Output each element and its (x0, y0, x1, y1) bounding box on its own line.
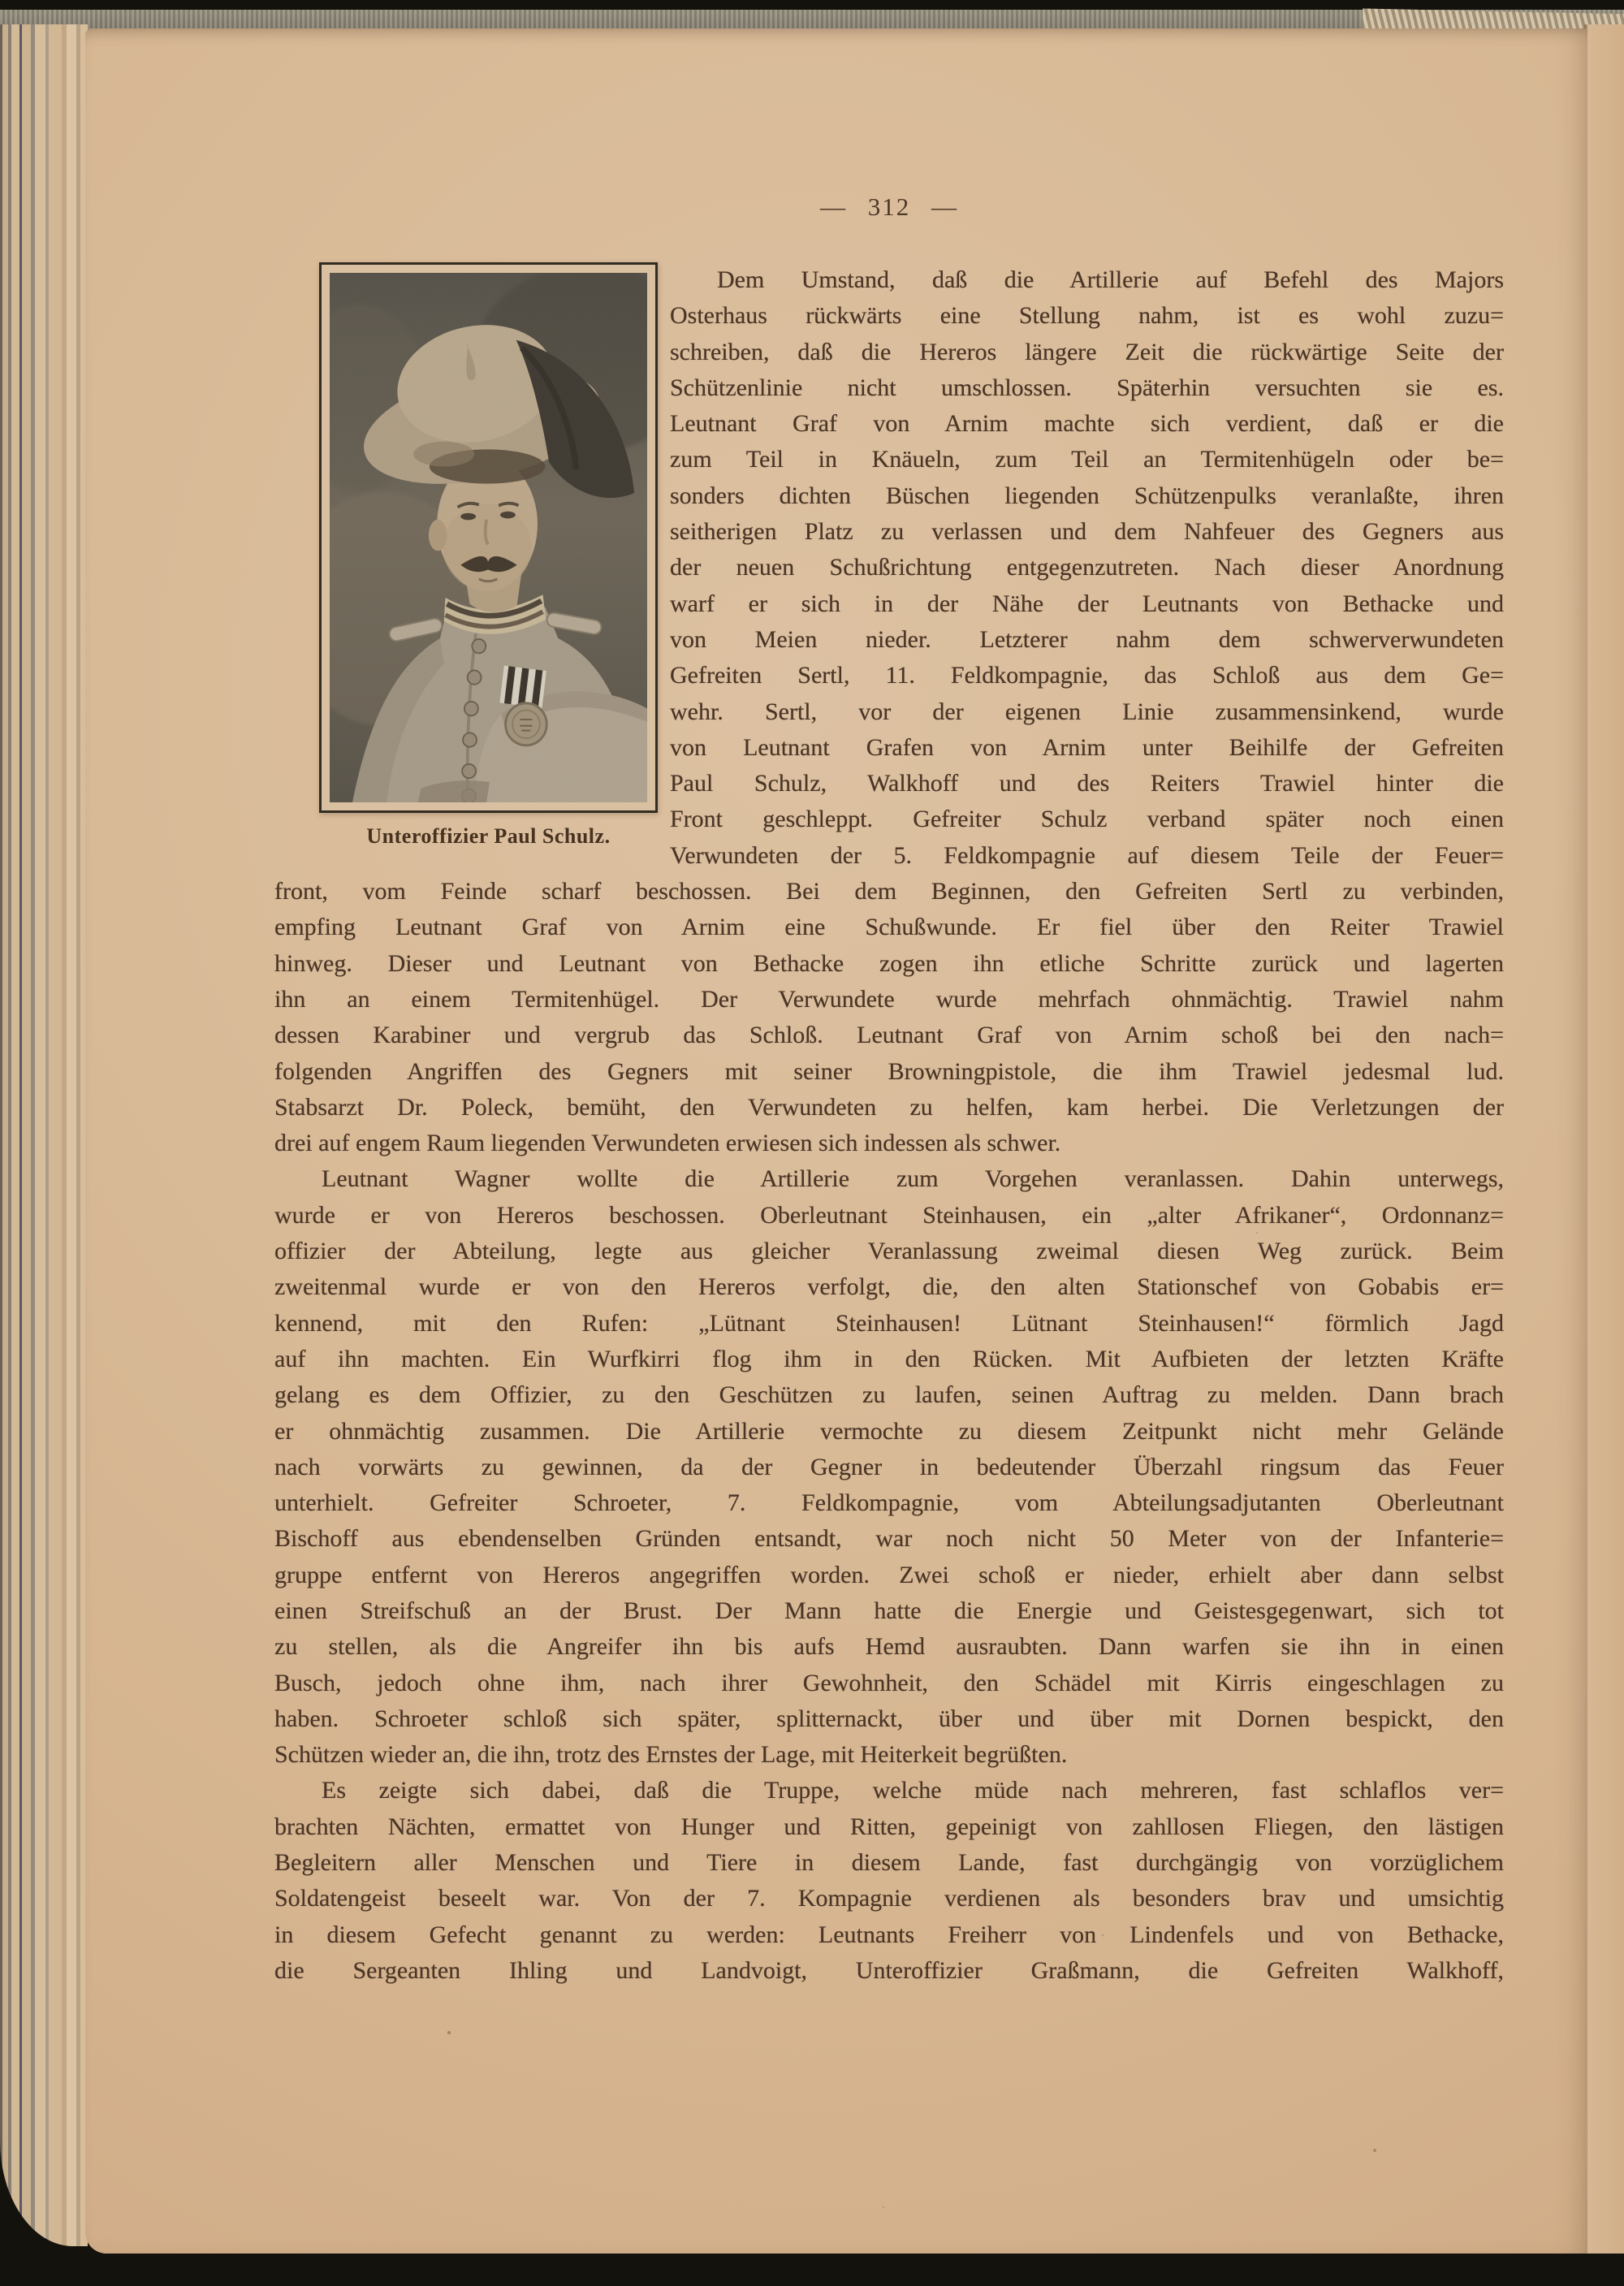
text-line: Leutnant Graf von Arnim machte sich verdient, daß er die (670, 410, 1504, 438)
text-line: Paul Schulz, Walkhoff und des Reiters Trawiel hinter die (670, 770, 1504, 797)
text-line: Soldatengeist beseelt war. Von der 7. Kompagnie verdienen als besonders brav und umsichtig (274, 1885, 1504, 1912)
text-line: zweitenmal wurde er von den Hereros verfolgt, die, den alten Stationschef von Gobabis er= (274, 1273, 1504, 1301)
text-line: Dem Umstand, daß die Artillerie auf Befehl des Majors (717, 266, 1504, 293)
text-line: Verwundeten der 5. Feldkompagnie auf diesem Teile der Feuer= (670, 841, 1504, 869)
text-line: wurde er von Hereros beschossen. Oberleutnant Steinhausen, ein „alter Afrikaner“, Ordonnanz= (274, 1201, 1504, 1229)
text-line: gelang es dem Offizier, zu den Geschützen zu laufen, seinen Auftrag zu melden. Dann brach (274, 1381, 1504, 1409)
text-line: front, vom Feinde scharf beschossen. Bei dem Beginnen, den Gefreiten Sertl zu verbinden, (274, 878, 1504, 905)
text-line: er ohnmächtig zusammen. Die Artillerie vermochte zu diesem Zeitpunkt nicht mehr Gelände (274, 1417, 1504, 1445)
text-line: schreiben, daß die Hereros längere Zeit die rückwärtige Seite der (670, 338, 1504, 365)
text-line: zum Teil in Knäueln, zum Teil an Termitenhügeln oder be= (670, 446, 1504, 473)
text-line: drei auf engem Raum liegenden Verwundeten erwiesen sich indessen als schwer. (274, 1130, 1061, 1157)
text-line: einen Streifschuß an der Brust. Der Mann hatte die Energie und Geistesgegenwart, sich tot (274, 1597, 1504, 1624)
text-line: in diesem Gefecht genannt zu werden: Leutnants Freiherr von Lindenfels und von Bethacke, (274, 1921, 1504, 1948)
text-line: von Meien nieder. Letzterer nahm dem schwerverwundeten (670, 625, 1504, 653)
text-line: gruppe entfernt von Hereros angegriffen worden. Zwei schoß er nieder, erhielt aber dann selbst (274, 1561, 1504, 1588)
text-line: Busch, jedoch ohne ihm, nach ihrer Gewohnheit, den Schädel mit Kirris eingeschlagen zu (274, 1669, 1504, 1696)
text-line: sonders dichten Büschen liegenden Schützenpulks veranlaßte, ihren (670, 482, 1504, 509)
text-line: wehr. Sertl, vor der eigenen Linie zusammensinkend, wurde (670, 698, 1504, 725)
text-line: haben. Schroeter schloß sich später, splitternackt, über und über mit Dornen bespickt, den (274, 1705, 1504, 1732)
text-line: hinweg. Dieser und Leutnant von Bethacke zogen ihn etliche Schritte zurück und lagerten (274, 949, 1504, 977)
soldier-portrait-photo (330, 273, 647, 802)
photo-frame (319, 262, 658, 813)
text-line: brachten Nächten, ermattet von Hunger und Ritten, gepeinigt von zahllosen Fliegen, den lästigen (274, 1813, 1504, 1840)
text-line: der neuen Schußrichtung entgegenzutreten. Nach dieser Anordnung (670, 554, 1504, 581)
text-line: zu stellen, als die Angreifer ihn bis aufs Hemd ausraubten. Dann warfen sie ihn in einen (274, 1633, 1504, 1661)
text-line: warf er sich in der Nähe der Leutnants von Bethacke und (670, 590, 1504, 617)
text-line: Begleitern aller Menschen und Tiere in diesem Lande, fast durchgängig von vorzüglichem (274, 1849, 1504, 1877)
photo-caption: Unteroffizier Paul Schulz. (366, 824, 611, 848)
page-specks (85, 28, 90, 33)
text-line: offizier der Abteilung, legte aus gleicher Veranlassung zweimal diesen Weg zurück. Beim (274, 1238, 1504, 1265)
text-line: Bischoff aus ebendenselben Gründen entsandt, war noch nicht 50 Meter von der Infanterie= (274, 1525, 1504, 1553)
text-line: dessen Karabiner und vergrub das Schloß. Leutnant Graf von Arnim schoß bei den nach= (274, 1022, 1504, 1049)
page-number: — 312 — (820, 192, 958, 221)
text-line: empfing Leutnant Graf von Arnim eine Schußwunde. Er fiel über den Reiter Trawiel (274, 914, 1504, 941)
text-line: Gefreiten Sertl, 11. Feldkompagnie, das Schloß aus dem Ge= (670, 662, 1504, 689)
text-line: Es zeigte sich dabei, daß die Truppe, welche müde nach mehreren, fast schlaflos ver= (322, 1777, 1504, 1804)
text-line: Leutnant Wagner wollte die Artillerie zum Vorgehen veranlassen. Dahin unterwegs, (322, 1165, 1504, 1193)
page (85, 28, 1587, 2254)
text-line: die Sergeanten Ihling und Landvoigt, Unteroffizier Graßmann, die Gefreiten Walkhoff, (274, 1956, 1504, 1984)
text-line: nach vorwärts zu gewinnen, da der Gegner in bedeutender Überzahl ringsum das Feuer (274, 1453, 1504, 1480)
text-line: folgenden Angriffen des Gegners mit seiner Browningpistole, die ihm Trawiel jedesmal lud. (274, 1057, 1504, 1085)
text-line: Schützen wieder an, die ihn, trotz des Ernstes der Lage, mit Heiterkeit begrüßten. (274, 1741, 1068, 1769)
adjacent-page-sliver (1587, 24, 1624, 2254)
text-line: Stabsarzt Dr. Poleck, bemüht, den Verwundeten zu helfen, kam herbei. Die Verletzungen der (274, 1093, 1504, 1121)
text-line: unterhielt. Gefreiter Schroeter, 7. Feldkompagnie, vom Abteilungsadjutanten Oberleutnant (274, 1489, 1504, 1517)
text-line: kennend, mit den Rufen: „Lütnant Steinhausen! Lütnant Steinhausen!“ förmlich Jagd (274, 1309, 1504, 1337)
text-line: seitherigen Platz zu verlassen und dem Nahfeuer des Gegners aus (670, 518, 1504, 546)
page-edge-stack (0, 24, 88, 2246)
text-line: ihn an einem Termitenhügel. Der Verwundete wurde mehrfach ohnmächtig. Trawiel nahm (274, 985, 1504, 1013)
text-line: Front geschleppt. Gefreiter Schulz verband später noch einen (670, 806, 1504, 833)
text-line: Schützenlinie nicht umschlossen. Späterhin versuchten sie es. (670, 374, 1504, 401)
text-line: auf ihn machten. Ein Wurfkirri flog ihm in den Rücken. Mit Aufbieten der letzten Kräfte (274, 1345, 1504, 1372)
text-line: Osterhaus rückwärts eine Stellung nahm, ist es wohl zuzu= (670, 302, 1504, 330)
text-flow (274, 262, 1504, 1989)
text-line: von Leutnant Grafen von Arnim unter Beihilfe der Gefreiten (670, 733, 1504, 761)
portrait-figure (274, 262, 670, 863)
